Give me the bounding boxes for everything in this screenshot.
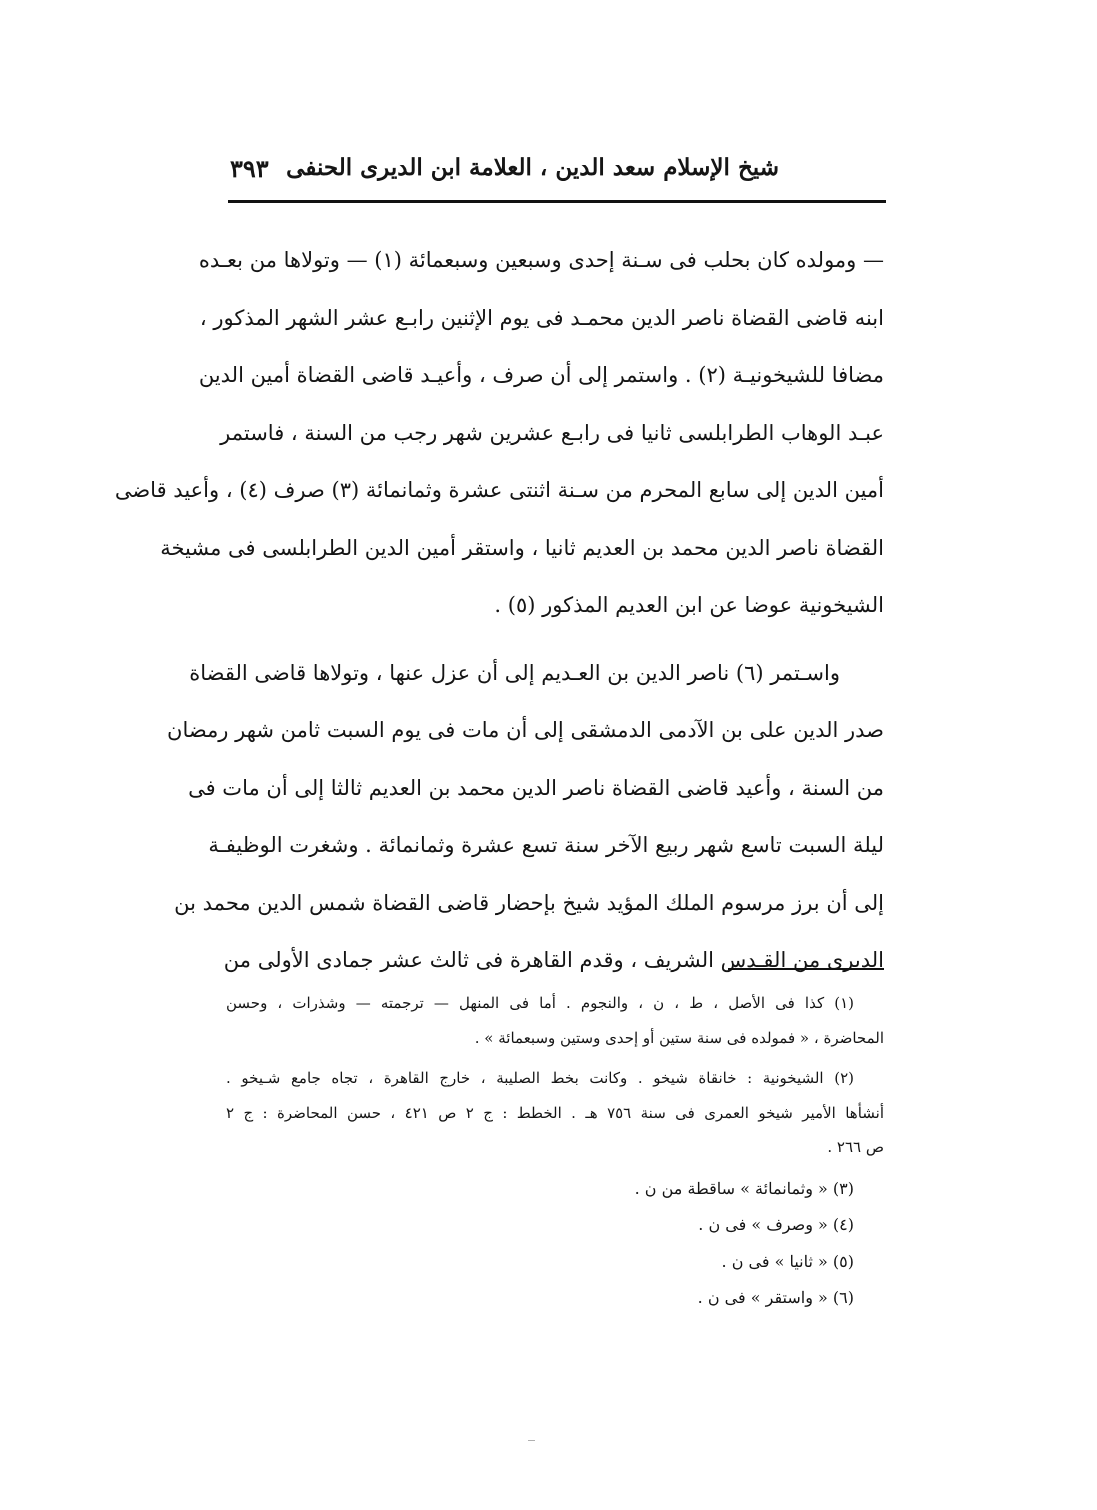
- footnote-short: (٦) « واستقر » فى ن .: [697, 1288, 854, 1307]
- footnote-divider: [728, 968, 884, 970]
- text-line: — ومولده كان بحلب فى سـنة إحدى وسبعين وسبعمائة (١) — وتولاها من بعـده: [198, 248, 884, 272]
- text-line: من السنة ، وأعيد قاضى القضاة ناصر الدين محمد بن العديم ثالثا إلى أن مات فى: [188, 775, 884, 800]
- text-line: مضافا للشيخونيـة (٢) . واستمر إلى أن صرف ، وأعيـد قاضى القضاة أمين الدين: [198, 363, 884, 387]
- header-divider: [228, 200, 886, 203]
- footnote-short: (٤) « وصرف » فى ن .: [698, 1215, 854, 1234]
- running-header: [228, 150, 884, 194]
- paragraph-gap: [226, 635, 884, 645]
- footnote-short: (٣) « وثمانمائة » ساقطة من ن .: [634, 1178, 854, 1198]
- text-line: واسـتمر (٦) ناصر الدين بن العـديم إلى أن عزل عنها ، وتولاها قاضى القضاة: [189, 660, 840, 685]
- paragraph: [167, 645, 884, 990]
- print-mark: [528, 1440, 535, 1441]
- text-line: الشيخونية عوضا عن ابن العديم المذكور (٥) .: [494, 593, 884, 617]
- text-line: إلى أن برز مرسوم الملك المؤيد شيخ بإحضار قاضى القضاة شمس الدين محمد بن: [174, 890, 884, 915]
- footnote-line: (٢) الشيخونية : خانقاة شيخو . وكانت بخط الصليبة ، خارج القاهرة ، تجاه جامع شـيخو .: [226, 1069, 854, 1087]
- text-line: القضاة ناصر الدين محمد بن العديم ثانيا ، واستقر أمين الدين الطرابلسى فى مشيخة: [160, 535, 884, 560]
- running-title: شيخ الإسلام سعد الدين ، العلامة ابن الديرى الحنفى: [286, 154, 779, 181]
- footnote-line: (١) كذا فى الأصل ، ط ، ن ، والنجوم . أما فى المنهل — ترجمته — وشذرات ، وحسن: [226, 994, 854, 1012]
- text-line: أمين الدين إلى سابع المحرم من سـنة اثنتى عشرة وثمانمائة (٣) صرف (٤) ، وأعيد قاضى: [114, 478, 884, 502]
- footnote: [226, 1061, 884, 1165]
- footnote-line: أنشأها الأمير شيخو العمرى فى سنة ٧٥٦ هـ . الخطط : ج ٢ ص ٤٢١ ، حسن المحاضرة : ج ٢: [226, 1103, 884, 1122]
- page-number: ٣٩٣: [230, 154, 269, 183]
- footnote: [226, 986, 884, 1055]
- footnotes: [226, 986, 884, 1317]
- footnote-line: المحاضرة ، « فمولده فى سنة ستين أو إحدى وستين وسبعمائة » .: [474, 1028, 884, 1047]
- text-line: صدر الدين على بن الآدمى الدمشقى إلى أن مات فى يوم السبت ثامن شهر رمضان: [167, 718, 884, 742]
- footnote-line: ص ٢٦٦ .: [827, 1138, 884, 1156]
- text-line: الديرى من القـدس الشريف ، وقدم القاهرة فى ثالث عشر جمادى الأولى من: [223, 948, 884, 972]
- text-line: عبـد الوهاب الطرابلسى ثانيا فى رابـع عشرين شهر رجب من السنة ، فاستمر: [220, 420, 884, 445]
- footnote-short: (٥) « ثانيا » فى ن .: [721, 1251, 854, 1271]
- text-line: ابنه قاضى القضاة ناصر الدين محمـد فى يوم الإثنين رابـع عشر الشهر المذكور ،: [199, 305, 884, 330]
- paragraph: [114, 232, 884, 635]
- text-line: ليلة السبت تاسع شهر ربيع الآخر سنة تسع عشرة وثمانمائة . وشغرت الوظيفـة: [208, 833, 884, 857]
- main-text: [114, 232, 884, 990]
